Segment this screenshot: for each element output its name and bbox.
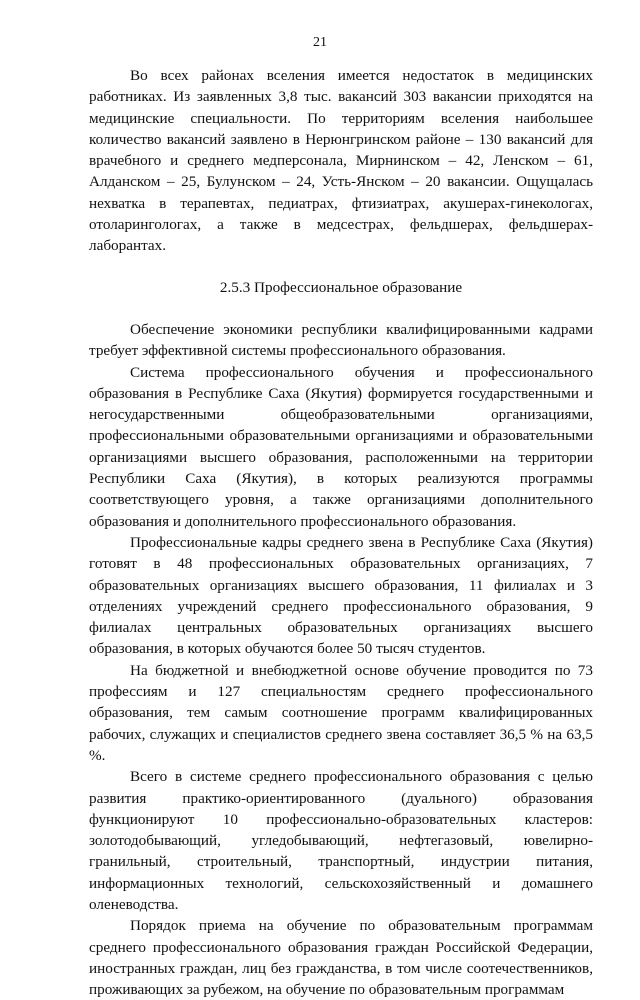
paragraph: Всего в системе среднего профессионального образования с целью развития практико-ориентированного (дуального) образования функционируют 10 профессионально-образовательных кластеров: золотодобывающий, угледобывающий, нефтегазовый, ювелирно-гранильный, строительный, транспортный, индустрии питания, информационных технологий, сельскохозяйственный и домашнего оленеводства. — [89, 768, 593, 913]
paragraph: Порядок приема на обучение по образовательным программам среднего профессионального образования граждан Российской Федерации, иностранных граждан, лиц без гражданства, в том числе соотечественников, проживающих за рубежом, на обучение по образовательным программам — [89, 917, 593, 999]
paragraph: Обеспечение экономики республики квалифицированными кадрами требует эффективной системы профессионального образования. — [89, 320, 593, 360]
paragraph: Система профессионального обучения и профессионального образования в Республике Саха (Якутия) формируется государственными и негосударственными общеобразовательными организациями, профессиональными образовательными организациями и образовательными организациями высшего образования, расположенными на территории Республики Саха (Якутия), в которых реализуются программы соответствующего уровня, а также организациями дополнительного образования и дополнительного профессионального образования. — [89, 363, 593, 530]
paragraph: Во всех районах вселения имеется недостаток в медицинских работниках. Из заявленных 3,8 тыс. вакансий 303 вакансии приходятся на медицинские специальности. По территориям вселения наибольшее количество вакансий заявлено в Нерюнгринском районе – 130 вакансий для врачебного и среднего медперсонала, Мирнинском – 42, Ленском – 61, Алданском – 25, Булунском – 24, Усть-Янском – 20 вакансии. Ощущалась нехватка в терапевтах, педиатрах, фтизиатрах, акушерах-гинекологах, отоларингологах, а также в медсестрах, фельдшерах, фельдшерах-лаборантах. — [89, 67, 593, 255]
paragraph: Профессиональные кадры среднего звена в Республике Саха (Якутия) готовят в 48 профессиональных образовательных организациях, 7 образовательных организациях высшего образования, 11 филиалах и 3 отделениях учреждений среднего профессионального образования, 9 филиалах центральных образовательных организациях высшего образования, в которых обучаются более 50 тысяч студентов. — [89, 533, 593, 658]
section-heading: 2.5.3 Профессиональное образование — [219, 278, 463, 296]
document-body — [89, 65, 593, 1000]
paragraph: На бюджетной и внебюджетной основе обучение проводится по 73 профессиям и 127 специальностям среднего профессионального образования, тем самым соотношение программ квалифицированных рабочих, служащих и специалистов среднего звена составляет 36,5 % на 63,5 %. — [89, 661, 593, 764]
page-number: 21 — [313, 35, 327, 50]
